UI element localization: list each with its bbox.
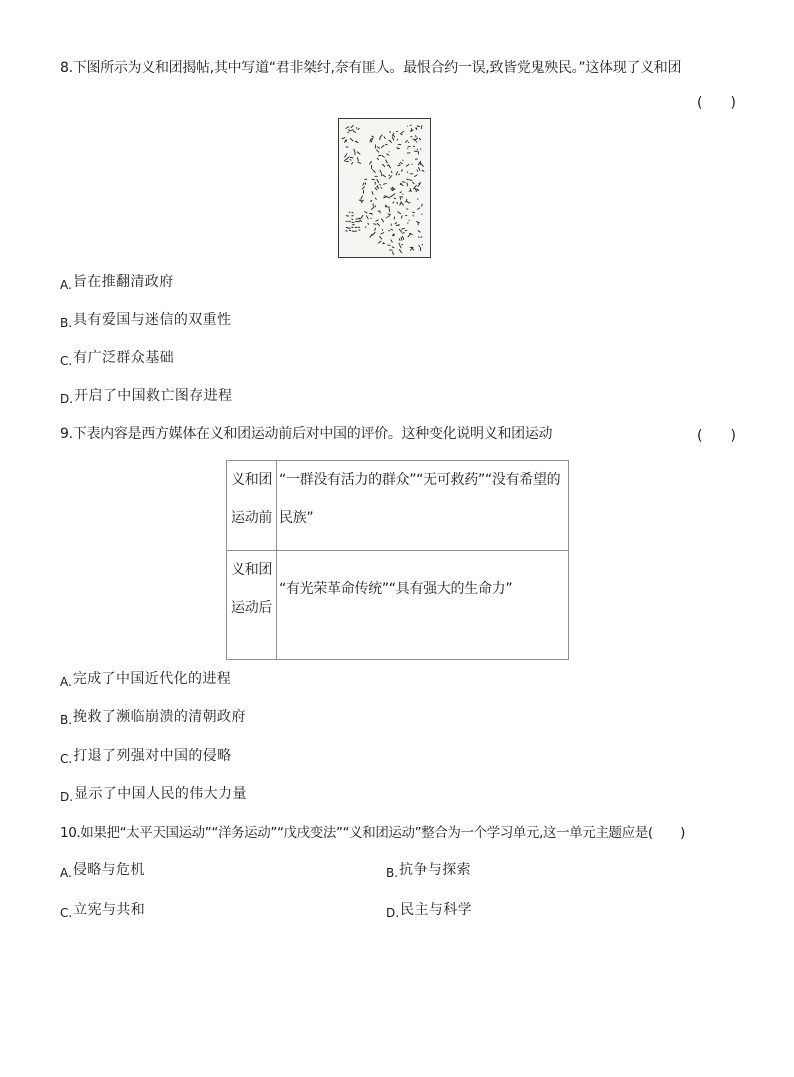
table-row-label (227, 551, 277, 660)
option-text: 完成了中国近代化的进程 (72, 671, 232, 687)
option-letter: A. (60, 675, 72, 689)
option-text: 抗争与探索 (399, 862, 472, 878)
calligraphy-column (342, 127, 353, 162)
calligraphy-column (387, 131, 397, 254)
option-text: 打退了列强对中国的侵略 (73, 748, 232, 764)
option-letter: A. (60, 866, 72, 880)
question-9-option-a (60, 670, 231, 688)
table-row (227, 551, 569, 660)
question-10-option-b (386, 861, 471, 879)
row-label-text: 义和团运动后 (231, 562, 273, 616)
question-10-stem: 10.如果把“太平天国运动”“洋务运动”“戊戌变法”“义和团运动”整合为一个学习单元,这一单元主题应是 (60, 825, 648, 841)
option-text: 旨在推翻清政府 (72, 274, 174, 290)
option-text: 具有爱国与迷信的双重性 (73, 312, 232, 328)
calligraphy-column (414, 126, 425, 251)
question-8-answer-bracket: ( ) (697, 95, 736, 111)
option-text: 民主与科学 (400, 902, 473, 918)
option-letter: B. (386, 866, 399, 880)
option-letter: C. (60, 906, 73, 920)
table-row-content (277, 551, 569, 660)
question-9-stem: 9.下表内容是西方媒体在义和团运动前后对中国的评价。这种变化说明义和团运动 (60, 426, 553, 442)
question-10-stem-line (60, 824, 685, 842)
calligraphy-column (370, 136, 380, 237)
option-text: 显示了中国人民的伟大力量 (74, 786, 247, 802)
question-8-option-c (60, 349, 174, 367)
question-9-option-d (60, 785, 247, 803)
question-10-option-d (386, 901, 472, 919)
table-row-content (277, 461, 569, 551)
boxer-placard-calligraphy (339, 119, 430, 257)
question-8-option-a (60, 273, 174, 291)
question-9-answer-bracket: ( ) (697, 428, 736, 444)
question-10-option-a (60, 861, 145, 879)
question-10-answer-bracket: ( ) (647, 825, 686, 841)
media-evaluation-table (226, 460, 569, 660)
option-text: 有广泛群众基础 (73, 350, 175, 366)
option-letter: D. (386, 906, 400, 920)
option-text: 侵略与危机 (72, 862, 145, 878)
question-9-option-c (60, 747, 232, 765)
option-letter: D. (60, 392, 74, 406)
option-text: 开启了中国救亡图存进程 (74, 388, 233, 404)
option-letter: C. (60, 752, 73, 766)
row-label-text: 义和团运动前 (231, 472, 273, 526)
option-letter: D. (60, 790, 74, 804)
question-9-option-b (60, 708, 246, 726)
calligraphy-column (350, 126, 360, 165)
table-row (227, 461, 569, 551)
placard-seal-mark (345, 212, 360, 232)
row-content-text: “一群没有活力的群众”“无可救药”“没有希望的民族” (279, 472, 561, 526)
option-text: 挽救了濒临崩溃的清朝政府 (73, 709, 246, 725)
boxer-placard-image (338, 118, 431, 258)
option-letter: A. (60, 278, 72, 292)
calligraphy-column (359, 179, 368, 227)
question-8-option-b (60, 311, 231, 329)
question-8-option-d (60, 387, 232, 405)
table-row-label (227, 461, 277, 551)
row-content-text: “有光荣革命传统”“具有强大的生命力” (279, 581, 513, 597)
question-10-option-c (60, 901, 145, 919)
calligraphy-column (378, 135, 388, 244)
option-letter: C. (60, 354, 73, 368)
option-text: 立宪与共和 (73, 902, 146, 918)
question-8-stem: 8.下图所示为义和团揭帖,其中写道“君非桀纣,奈有匪人。最恨合约一误,致皆党鬼殃民。”这体现了义和团 (60, 60, 682, 76)
calligraphy-column (396, 131, 405, 252)
option-letter: B. (60, 713, 73, 727)
option-letter: B. (60, 316, 73, 330)
